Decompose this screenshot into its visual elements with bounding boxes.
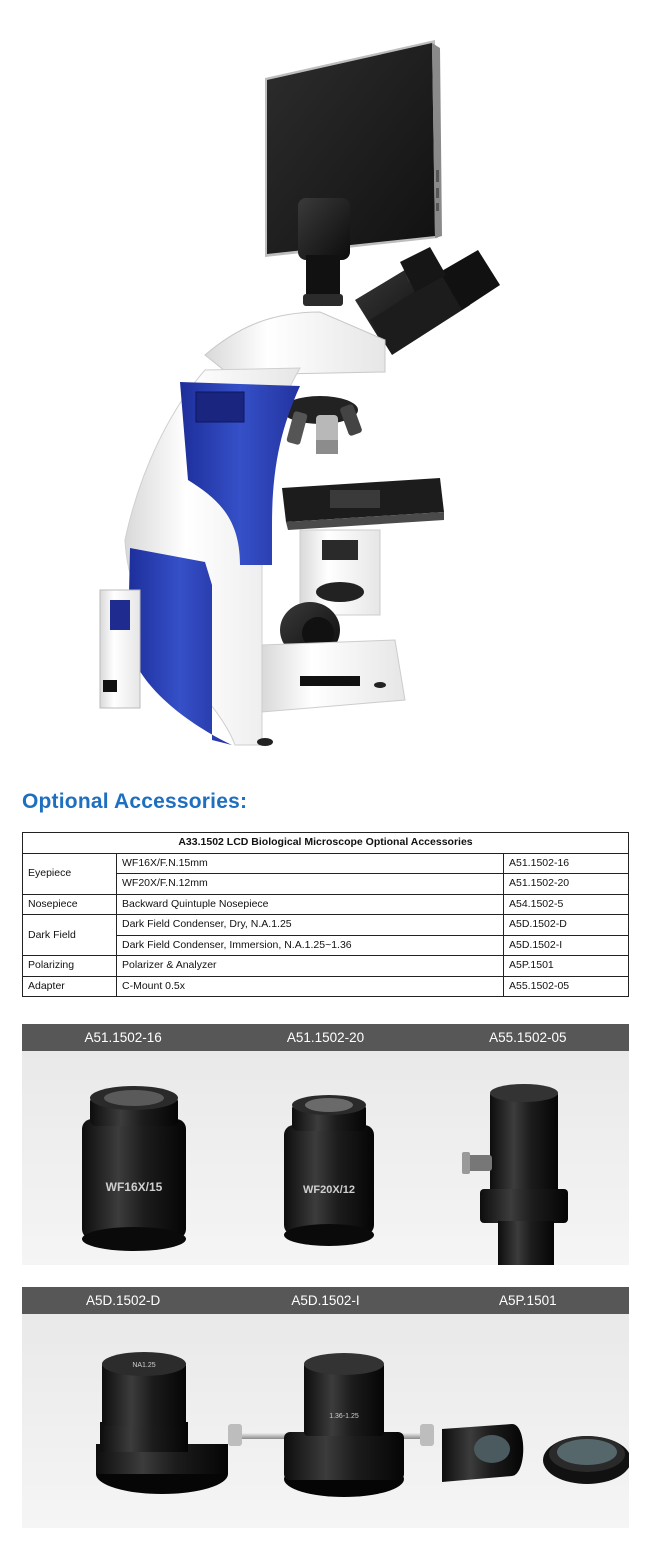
lcd-screen <box>265 40 442 257</box>
table-title: A33.1502 LCD Biological Microscope Optional Accessories <box>23 833 629 854</box>
row-description: WF20X/F.N.12mm <box>117 874 504 895</box>
row-description: WF16X/F.N.15mm <box>117 853 504 874</box>
product-label: A5P.1501 <box>499 1293 557 1308</box>
strip-header <box>22 1287 629 1314</box>
section-title: Optional Accessories: <box>22 790 248 813</box>
row-code: A51.1502-20 <box>504 874 629 895</box>
table-row <box>23 956 629 977</box>
row-description: Dark Field Condenser, Immersion, N.A.1.25~1.36 <box>117 935 504 956</box>
group-nosepiece: Nosepiece <box>23 894 117 915</box>
row-code: A5P.1501 <box>504 956 629 977</box>
row-description: Backward Quintuple Nosepiece <box>117 894 504 915</box>
row-description: Polarizer & Analyzer <box>117 956 504 977</box>
table-row <box>23 976 629 997</box>
product-strip-condensers <box>22 1287 629 1528</box>
row-description: Dark Field Condenser, Dry, N.A.1.25 <box>117 915 504 936</box>
product-label: A55.1502-05 <box>489 1030 567 1045</box>
table-row <box>23 853 629 874</box>
row-code: A5D.1502-D <box>504 915 629 936</box>
table-row <box>23 915 629 936</box>
product-photo-row-2 <box>22 1314 629 1528</box>
group-dark-field: Dark Field <box>23 915 117 956</box>
product-label: A5D.1502-D <box>86 1293 161 1308</box>
row-code: A55.1502-05 <box>504 976 629 997</box>
strip-header <box>22 1024 629 1051</box>
engraving-wf16x: WF16X/15 <box>105 1180 163 1194</box>
engraving-na125: NA1.25 <box>132 1362 156 1369</box>
engraving-wf20x: WF20X/12 <box>303 1184 355 1196</box>
product-label: A51.1502-20 <box>286 1030 365 1045</box>
row-description: C-Mount 0.5x <box>117 976 504 997</box>
product-label: A5D.1502-I <box>291 1293 360 1308</box>
group-polarizing: Polarizing <box>23 956 117 977</box>
product-label: A51.1502-16 <box>84 1030 162 1045</box>
table-row <box>23 894 629 915</box>
product-strip-eyepieces <box>22 1024 629 1265</box>
accessories-table <box>22 832 629 997</box>
product-photo-row-1 <box>22 1051 629 1265</box>
row-code: A51.1502-16 <box>504 853 629 874</box>
row-code: A54.1502-5 <box>504 894 629 915</box>
group-adapter: Adapter <box>23 976 117 997</box>
table-header-row <box>23 833 629 854</box>
row-code: A5D.1502-I <box>504 935 629 956</box>
eyepiece-wf20x-image <box>284 1095 374 1246</box>
eyepiece-wf16x-image <box>82 1086 186 1251</box>
microscope-product-image <box>0 0 650 760</box>
engraving-na136: 1.36-1.25 <box>329 1413 359 1420</box>
group-eyepiece: Eyepiece <box>23 853 117 894</box>
